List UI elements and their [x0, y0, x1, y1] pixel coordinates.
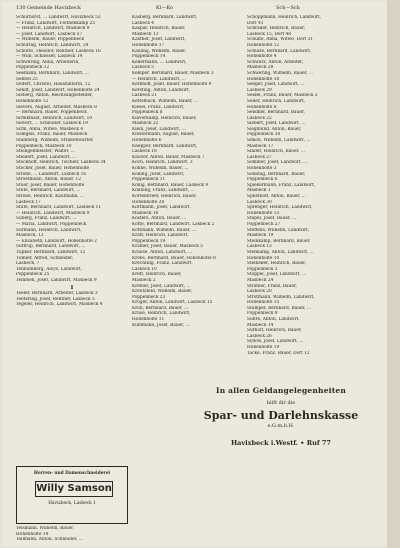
- directory-entry: Sebbel 25: [16, 76, 38, 82]
- directory-entry: Poppenbeck 27: [247, 221, 281, 227]
- directory-entry: Masbeck 28: [247, 65, 274, 71]
- column-3: [247, 15, 365, 360]
- directory-entry: Sirmkinsat, Heinrich, Landwirt, 10: [16, 115, 93, 121]
- directory-entry: Poppenbeck 3: [247, 266, 278, 272]
- section-letter: T: [69, 284, 75, 291]
- bank-ad-headline: In allen Geldangelegenheiten: [215, 386, 347, 395]
- directory-entry: Poppenbeck 12: [16, 65, 50, 71]
- directory-entry: — Heinrich, Landwirt, Masbeck 9: [16, 26, 90, 32]
- bank-ad-intro: hilft dir die: [266, 400, 296, 406]
- directory-entry: Kroll, Bernhard, Bauer, ...: [132, 305, 189, 311]
- directory-entry: Schulte, Anna, Witwe, Dorf 31: [247, 37, 314, 43]
- directory-entry: Hohenholte 4: [247, 54, 277, 60]
- directory-entry: — Bernhard, Bauer, Poppenbeck: [16, 110, 87, 116]
- directory-entry: Siegmund, Anton, Bauer,: [247, 126, 302, 132]
- directory-entry: Hohenholte 19: [247, 345, 280, 351]
- directory-entry: Kreft, Heinrich, Bauer,: [132, 272, 182, 278]
- directory-entry: Schwering, Anna, Arbeiterin,: [16, 59, 80, 65]
- directory-entry: Kaspar, Heinrich, Bauer,: [132, 26, 186, 32]
- directory-entry: Klein, Josef, Landwirt, ...: [132, 126, 186, 132]
- directory-entry: Surholt, Heinrich, Bauer,: [247, 328, 302, 334]
- directory-entry: Kauling, Wilhelm, Bauer,: [132, 48, 187, 54]
- directory-entry: Teismann, Wilhelm, Bauer,: [16, 526, 75, 531]
- directory-entry: Köhne, Wilhelm, Bauer, ...: [132, 166, 189, 172]
- directory-entry: Tacke, Franz, Bauer, Dorf 12: [247, 350, 310, 356]
- directory-entry: Siebert, Josef, Landwirt, ...: [247, 121, 306, 127]
- directory-entry: Kuhlmann, Josef, Bauer, ...: [132, 322, 190, 328]
- directory-entry: Masbeck 16: [132, 210, 159, 216]
- directory-entry: Hohenholte 20: [132, 199, 165, 205]
- directory-entry: Lasbeck 21: [132, 93, 157, 99]
- directory-entry: Kreutzfeld, Wilhelm, Bauer,: [132, 289, 193, 295]
- page-header: [16, 5, 386, 14]
- directory-entry: — Franz, Landwirt, Flothenkamp 25: [16, 20, 96, 26]
- directory-entry: Poppenbeck 8: [132, 110, 163, 116]
- directory-entry: Kasberg, Bernhard, Landwirt,: [132, 15, 198, 20]
- directory-entry: Masbeck 14: [247, 322, 274, 328]
- directory-entry: Temmen, Josef, Landwirt, Masbeck 9: [16, 277, 97, 283]
- directory-entry: Spliethoff, Anton, Bauer, ...: [247, 194, 306, 199]
- directory-entry: König, Bernhard, Bauer, Lasbeck 9: [132, 182, 209, 188]
- directory-entry: Strobe, ... Landwirt, Lasbeck 16: [16, 171, 87, 177]
- directory-entry: — Heinrich, Landwirt, ...: [132, 76, 187, 82]
- directory-entry: Lasbeck 17: [16, 199, 41, 205]
- page-gutter: [387, 0, 400, 548]
- directory-entry: Schwering, Wilhelm, Bauer, ...: [247, 70, 314, 76]
- directory-entry: — Heinrich, Landwirt, Masbeck 9: [16, 210, 90, 216]
- ad-tagline: Herren- und Damenschneiderei: [33, 471, 111, 476]
- directory-entry: Lasbeck 20: [247, 289, 272, 295]
- directory-entry: Kösters, Anton, Bauer, ...: [132, 216, 187, 222]
- directory-entry: Hohenholte 11: [132, 317, 165, 323]
- directory-entry: Poppenbeck 30: [247, 132, 281, 138]
- directory-entry: Strobe, Heinrich, Kaufmann, ...: [16, 194, 85, 199]
- column-2: [132, 15, 244, 335]
- directory-entry: Dorf 41: [247, 20, 264, 26]
- directory-entry: Lasbeck 30: [247, 199, 272, 205]
- directory-entry: Poppenbeck 23: [132, 294, 166, 300]
- directory-entry: Kettelhack, Wilhelm, Bauer, ...: [132, 98, 199, 104]
- directory-entry: Sprenger, Heinrich, Landwirt,: [247, 205, 313, 211]
- directory-entry: Poppenbeck 6: [247, 177, 278, 183]
- directory-entry: Schürhorst, ... Landwirt, Havixbeck 53: [16, 15, 101, 20]
- directory-entry: Stümper, Bernhard, Bauer, ...: [247, 305, 311, 311]
- header-middle: Kl—Ko: [156, 5, 173, 11]
- directory-entry: Lasbeck 13: [247, 244, 272, 250]
- directory-entry: Hohenholte 8: [247, 104, 277, 110]
- directory-entry: Poppenbeck 14: [132, 54, 166, 60]
- directory-entry: Tümler, Alfred, Schneider,: [16, 255, 74, 261]
- directory-entry: Schulze, Bernhard, Landwirt,: [247, 48, 312, 54]
- directory-entry: — Josef, Landwirt, Lasbeck 57: [16, 31, 83, 37]
- directory-entry: Schoppmann, Heinrich, Landwirt,: [247, 15, 322, 20]
- directory-entry: Lasbeck 22: [247, 115, 272, 121]
- directory-entry: Suberg, Franz, Landwirt, ...: [16, 216, 77, 222]
- directory-entry: Masbeck 24: [247, 277, 274, 283]
- column-1-tail: [16, 526, 128, 544]
- directory-entry: Stieneker, Heinrich, Bauer,: [247, 261, 307, 267]
- bank-advertisement: [176, 386, 386, 458]
- directory-entry: Poppenbeck 11: [132, 177, 166, 183]
- directory-entry: Kröger, Anton, Landwirt, Lasbeck 15: [132, 300, 213, 306]
- directory-entry: Stockhoff, Heinrich, Tischler, Lasbeck 34: [16, 160, 106, 166]
- directory-entry: Lasbeck 5: [132, 65, 155, 71]
- directory-entry: Kottmann, Wilhelm, Bauer, ...: [132, 227, 197, 233]
- header-right: Sch—Sch: [276, 5, 300, 11]
- directory-entry: Lasbeck 18: [132, 149, 157, 155]
- directory-entry: Hohenholte 18: [247, 76, 280, 82]
- directory-entry: Lasbeck 27: [247, 154, 272, 160]
- bank-ad-legal-form: e.G.m.b.H.: [267, 423, 295, 429]
- directory-entry: Seiler, Heinrich, Landwirt,: [247, 98, 305, 104]
- directory-entry: Kiesel, Franz, Landwirt,: [132, 104, 185, 110]
- directory-entry: Steingenmeister, Walter, ...: [16, 149, 75, 155]
- directory-entry: Stöppel, Josef, Landwirt, ...: [247, 272, 307, 278]
- ad-address: Havixbeck, Lasbeck 1: [48, 501, 96, 506]
- directory-entry: — Maria, Landwirt, Poppenbeck: [16, 221, 87, 227]
- directory-entry: Könning, Franz, Landwirt, ...: [132, 188, 195, 194]
- directory-entry: Lasbeck 4: [132, 20, 155, 26]
- directory-entry: Lasbeck, 7: [16, 261, 40, 267]
- directory-entry: Sievert, ... Schlosser, Lasbeck 19: [16, 121, 88, 127]
- directory-entry: Teeler, Bernhard, Arbeiter, Lasbeck 3: [16, 291, 98, 297]
- ad-business-name: Willy Samson: [35, 481, 113, 497]
- directory-entry: Kramer, Josef, Bauer, Masbeck 5: [132, 244, 203, 250]
- directory-entry: Knepper, Bernhard, Landwirt,: [132, 143, 198, 149]
- directory-entry: Stapel, Josef, Bauer, ...: [247, 216, 297, 222]
- directory-entry: Sommer, Josef, Landwirt, ...: [247, 160, 308, 166]
- directory-entry: Masbeck 19: [247, 233, 274, 239]
- directory-entry: Kellermann, ... Landwirt,: [132, 59, 187, 65]
- directory-entry: Suttrup, Bernhard, Landwirt, ...: [16, 244, 86, 250]
- directory-entry: Koch, Heinrich, Landwirt, 3: [132, 160, 193, 166]
- directory-entry: Stute, Bernhard, Landwirt, ...: [16, 188, 81, 194]
- directory-entry: Seeger, Josef, Landwirt, ...: [247, 82, 305, 88]
- directory-entry: Simon, Wilhelm, Landwirt, ...: [247, 138, 311, 144]
- directory-entry: Strotmann, Wilhelm, Landwirt,: [247, 294, 315, 300]
- directory-entry: Klaverkamp, Heinrich, Bauer,: [132, 115, 197, 121]
- directory-entry: Masbeck 1: [247, 188, 271, 194]
- directory-entry: Schräder, Heinrich, Bauer,: [247, 26, 306, 32]
- directory-entry: Sendt, Josef, Landwirt, Hohenholte 24: [16, 87, 100, 93]
- directory-entry: Sievers, August, Arbeiter, Masbeck 8: [16, 104, 97, 110]
- directory-entry: Sirm, Anna, Witwe, Masbeck 4: [16, 126, 84, 132]
- directory-entry: Poppenbeck 19: [132, 238, 166, 244]
- directory-entry: Tegeler, Heinrich, Landwirt, Masbeck 4: [16, 302, 103, 308]
- directory-entry: Stahlberg, Wilhelm, Straßenwärter,: [16, 138, 94, 144]
- directory-entry: Stöcker, Josef, Bauer, Hohenholte: [16, 166, 90, 172]
- directory-entry: Knüver, Anton, Bauer, Masbeck 7: [132, 154, 205, 160]
- directory-entry: Kersting, Anton, Landwirt,: [132, 87, 191, 93]
- directory-entry: Lasbeck 10: [132, 266, 157, 272]
- directory-entry: Kruse, Heinrich, Landwirt,: [132, 311, 191, 317]
- directory-entry: Lasbeck 15, Dorf 48: [247, 31, 291, 37]
- directory-entry: Poppenbeck, Masbeck 10: [16, 143, 72, 149]
- directory-entry: Hohenholte 13: [247, 210, 280, 216]
- directory-entry: Poppenbeck 9: [247, 311, 278, 317]
- tailor-advertisement: [16, 466, 128, 524]
- directory-entry: Kölling, Josef, Landwirt,: [132, 171, 185, 177]
- directory-entry: Lasbeck 26: [247, 333, 272, 339]
- directory-entry: Schüring, Heinrich, Landwirt, 24: [16, 42, 89, 48]
- directory-entry: Masbeck 13: [132, 31, 159, 37]
- directory-entry: Stüer, Josef, Bauer, Hohenholte: [16, 182, 85, 188]
- directory-entry: Kortmann, Josef, Landwirt,: [132, 205, 191, 211]
- directory-entry: Kortenbreer, Heinrich, Bauer,: [132, 194, 197, 199]
- directory-entry: Tüpker, Bernhard, Landwirt, 12: [16, 249, 86, 255]
- directory-entry: Steinert, Josef, Landwirt, ...: [16, 154, 77, 160]
- directory-entry: Sieberg, Anton, Reichsangestellter,: [16, 93, 93, 99]
- directory-entry: Masbeck, 12: [16, 233, 44, 239]
- directory-entry: Hohenholte 12: [16, 98, 49, 104]
- directory-entry: Teetering, Josef, Rentner, Lasbeck 5: [16, 296, 95, 302]
- directory-entry: Hohenholte 6: [132, 138, 162, 144]
- directory-entry: Masbeck 17: [247, 143, 274, 149]
- directory-entry: Krebs, Bernhard, Bauer, Hohenholte 8: [132, 255, 216, 261]
- directory-entry: Stroetmann, Anton, Bauer, 12: [16, 177, 81, 183]
- column-1: [16, 15, 128, 463]
- directory-entry: Spiekermann, Franz, Landwirt,: [247, 182, 316, 188]
- directory-entry: Strätker, Franz, Bauer,: [247, 283, 297, 289]
- directory-entry: Sinder, Heinrich, Bauer, ...: [247, 149, 305, 155]
- directory-entry: Hohenholte 17: [132, 42, 165, 48]
- directory-entry: Tenhumberg, Aloys, Landwirt,: [16, 266, 82, 272]
- directory-entry: Kastner, Josef, Landwirt,: [132, 37, 186, 43]
- directory-entry: Steffens, Wilhelm, Landwirt,: [247, 227, 310, 233]
- directory-entry: Kemper, Bernhard, Bauer, Masbeck 3: [132, 70, 214, 76]
- directory-entry: Stute, Bernhard, Landwirt, Lasbeck 11: [16, 205, 102, 211]
- directory-entry: Tellmann, Anton, Schneider, ...: [16, 537, 83, 543]
- directory-entry: Seidel, Franz, Bauer, Masbeck 3: [247, 93, 318, 99]
- directory-entry: Hohenholte 14: [16, 531, 49, 537]
- header-left: 130 Gemeinde Havixbeck: [16, 5, 81, 11]
- bank-ad-address: Havixbeck i.Westf. • Ruf 77: [231, 439, 331, 447]
- directory-entry: Poppenbeck 25: [16, 272, 50, 278]
- directory-entry: Kremer, Josef, Landwirt, ...: [132, 283, 191, 289]
- directory-entry: Krechting, Franz, Landwirt,: [132, 261, 193, 267]
- directory-entry: Kraft, Heinrich, Landwirt,: [132, 233, 189, 239]
- directory-entry: Masbeck 22: [132, 121, 159, 127]
- directory-entry: Seifert, Christel, Haushälterin, 12: [16, 82, 91, 88]
- directory-entry: Krause, Anton, Landwirt, ...: [132, 249, 193, 255]
- directory-entry: Schwarz, Anton, Arbeiter,: [247, 59, 304, 65]
- directory-entry: Suhre, Anton, Landwirt,: [247, 317, 300, 323]
- directory-entry: Kerkhoff, Josef, Bauer, Hohenholte 9: [132, 82, 212, 88]
- directory-entry: — Elisabeth, Landwirt, Hohenholte 2: [16, 238, 97, 244]
- directory-entry: Lasbeck 29: [247, 87, 272, 93]
- directory-entry: Kotte, Bernhard, Landwirt, Lasbeck 2: [132, 221, 215, 227]
- directory-entry: Surmann, Heinrich, Landwirt,: [16, 227, 82, 233]
- directory-entry: Hohenholte 10: [247, 255, 280, 261]
- bank-ad-name: Spar- und Darlehnskasse: [203, 409, 359, 422]
- directory-entry: Sonntag, Bernhard, Bauer,: [247, 171, 306, 177]
- directory-entry: Somgeis, Franz, Bauer, Masbeck: [16, 132, 88, 138]
- directory-entry: Schütte, Theodor, Rentner, Lasbeck 16: [16, 48, 101, 54]
- directory-entry: Sydow, Josef, Landwirt, ...: [247, 339, 304, 345]
- directory-entry: Sendker, Bernhard, Bauer,: [247, 110, 305, 116]
- directory-entry: Steinkamp, Bernhard, Bauer,: [247, 238, 311, 244]
- directory-entry: Hohenholte 12: [247, 42, 280, 48]
- directory-entry: Hohenholte 15: [247, 300, 280, 306]
- directory-entry: Seemann, Bernhard, Landwirt, ...: [16, 70, 89, 76]
- directory-entry: — Willi, Schlosser, Lasbeck 14: [16, 54, 83, 60]
- directory-entry: Klostermann, August, Bauer,: [132, 132, 195, 138]
- directory-entry: Masbeck 2: [132, 277, 156, 283]
- directory-entry: — Wilhelm, Bauer, Poppenbeck: [16, 37, 85, 43]
- directory-entry: Hohenholte 3: [247, 166, 277, 172]
- directory-entry: Stenkamp, Anton, Landwirt, ...: [247, 249, 314, 255]
